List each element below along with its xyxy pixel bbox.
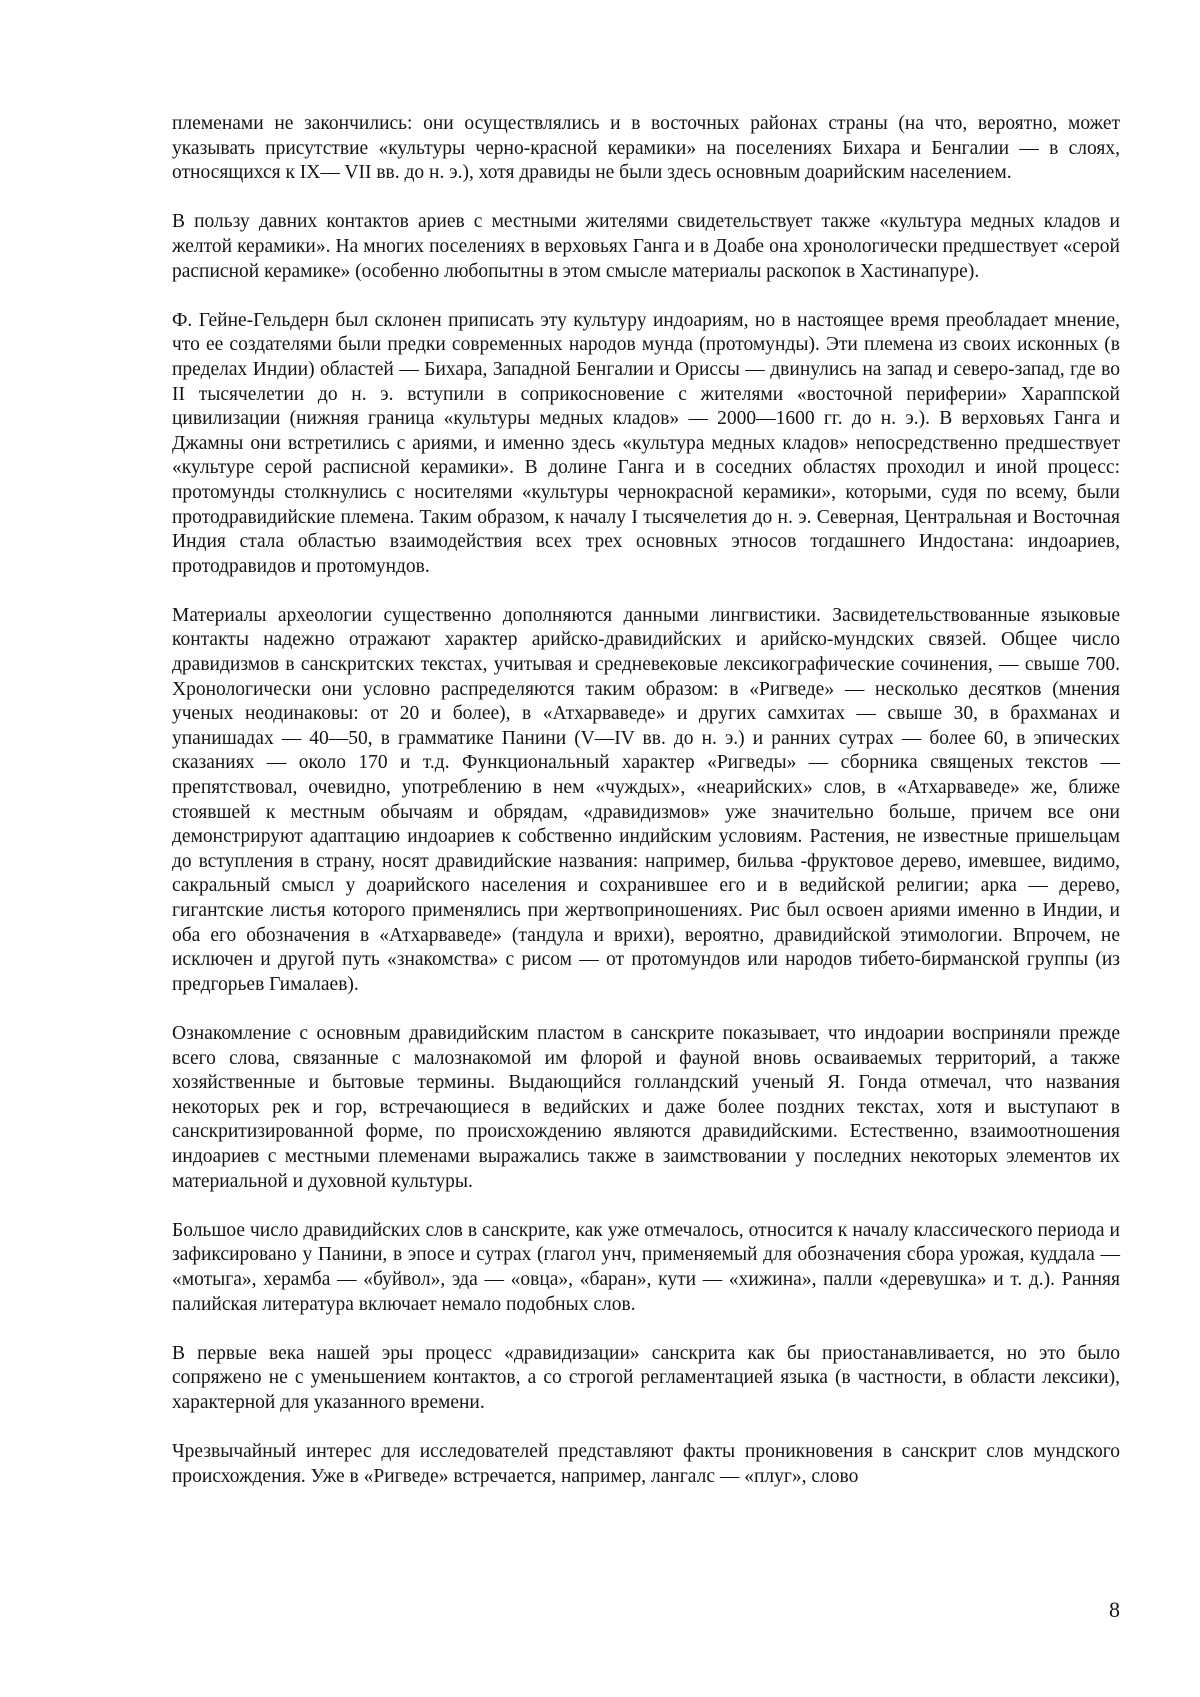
paragraph-2: В пользу давних контактов ариев с местными жителями свидетельствует также «культура медных кладов и желтой керамики». На многих поселениях в верховьях Ганга и в Доабе она хронологически предшествует «серой расписной керамике» (особенно любопытны в этом смысле материалы раскопок в Хастинапуре).	[172, 211, 1120, 282]
page-number: 8	[1109, 1597, 1120, 1622]
paragraph-6: Большое число дравидийских слов в санскрите, как уже отмечалось, относится к началу классического периода и зафиксировано у Панини, в эпосе и сутрах (глагол унч, применяемый для обозначения сбора урожая, куддала — «мотыга», херамба — «буйвол», эда — «овца», «баран», кути — «хижина», палли «деревушка» и т. д.). Ранняя палийская литература включает немало подобных слов.	[172, 1219, 1120, 1315]
paragraph-5: Ознакомление с основным дравидийским пластом в санскрите показывает, что индоарии восприняли прежде всего слова, связанные с малознакомой им флорой и фауной вновь осваиваемых территорий, а также хозяйственные и бытовые термины. Выдающийся голландский ученый Я. Гонда отмечал, что названия некоторых рек и гор, встречающиеся в ведийских и даже более поздних текстах, хотя и выступают в санскритизированной форме, по происхождению являются дравидийскими. Естественно, взаимоотношения индоариев с местными племенами выражались также в заимствовании у последних некоторых элементов их материальной и духовной культуры.	[172, 1022, 1120, 1192]
paragraph-7: В первые века нашей эры процесс «дравидизации» санскрита как бы приостанавливается, но это было сопряжено не с уменьшением контактов, а со строгой регламентацией языка (в частности, в области лексики), характерной для указанного времени.	[172, 1342, 1120, 1413]
page-body	[172, 112, 1120, 1489]
paragraph-1: племенами не закончились: они осуществлялись и в восточных районах страны (на что, вероятно, может указывать присутствие «культуры черно-красной керамики» на поселениях Бихара и Бенгалии — в слоях, относящихся к IX— VII вв. до н. э.), хотя дравиды не были здесь основным доарийским населением.	[172, 113, 1120, 184]
paragraph-4: Материалы археологии существенно дополняются данными лингвистики. Засвидетельствованные языковые контакты надежно отражают характер арийско-дравидийских и арийско-мундских связей. Общее число дравидизмов в санскритских текстах, учитывая и средневековые лексикографические сочинения, — свыше 700. Хронологически они условно распределяются таким образом: в «Ригведе» — несколько десятков (мнения ученых неодинаковы: от 20 и более), в «Атхарваведе» и других самхитах — свыше 30, в брахманах и упанишадах — 40—50, в грамматике Панини (V—IV вв. до н. э.) и ранних сутрах — более 60, в эпических сказаниях — около 170 и т.д. Функциональный характер «Ригведы» — сборника священых текстов — препятствовал, очевидно, употреблению в нем «чуждых», «неарийских» слов, в «Атхарваведе» же, ближе стоявшей к местным обычаям и обрядам, «дравидизмов» уже значительно больше, причем все они демонстрируют адаптацию индоариев к собственно индийским условиям. Растения, не известные пришельцам до вступления в страну, носят дравидийские названия: например, бильва -фруктовое дерево, имевшее, видимо, сакральный смысл у доарийского населения и сохранившее его и в ведийской религии; арка — дерево, гигантские листья которого применялись при жертвоприношениях. Рис был освоен ариями именно в Индии, и оба его обозначения в «Атхарваведе» (тандула и врихи), вероятно, дравидийской этимологии. Впрочем, не исключен и другой путь «знакомства» с рисом — от протомундов или народов тибето-бирманской группы (из предгорьев Гималаев).	[172, 604, 1120, 995]
paragraph-8: Чрезвычайный интерес для исследователей представляют факты проникновения в санскрит слов мундского происхождения. Уже в «Ригведе» встречается, например, лангалс — «плуг», слово	[172, 1441, 1120, 1487]
paragraph-3: Ф. Гейне-Гельдерн был склонен приписать эту культуру индоариям, но в настоящее время преобладает мнение, что ее создателями были предки современных народов мунда (протомунды). Эти племена из своих исконных (в пределах Индии) областей — Бихара, Западной Бенгалии и Ориссы — двинулись на запад и северо-запад, где во II тысячелетии до н. э. вступили в соприкосновение с жителями «восточной периферии» Хараппской цивилизации (нижняя граница «культуры медных кладов» — 2000—1600 гг. до н. э.). В верховьях Ганга и Джамны они встретились с ариями, и именно здесь «культура медных кладов» непосредственно предшествует «культуре серой расписной керамики». В долине Ганга и в соседних областях проходил и иной процесс: протомунды столкнулись с носителями «культуры чернокрасной керамики», которыми, судя по всему, были протодравидийские племена. Таким образом, к началу I тысячелетия до н. э. Северная, Центральная и Восточная Индия стала областью взаимодействия всех трех основных этносов тогдашнего Индостана: индоариев, протодравидов и протомундов.	[172, 309, 1120, 577]
